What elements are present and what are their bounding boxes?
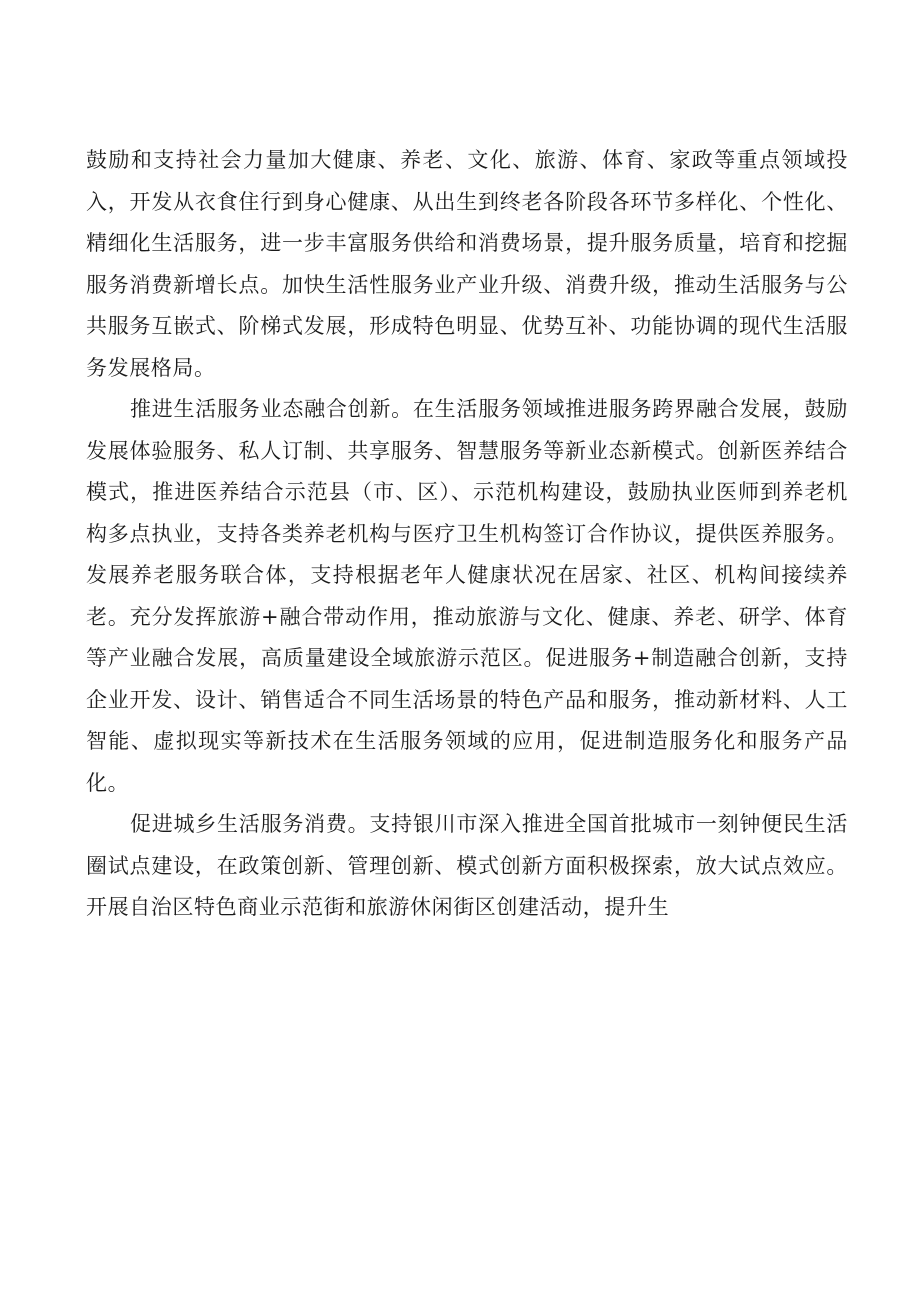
paragraph-service-integration: 推进生活服务业态融合创新。在生活服务领域推进服务跨界融合发展，鼓励发展体验服务、私人订制、共享服务、智慧服务等新业态新模式。创新医养结合模式，推进医养结合示范县（市、区）、示范机构建设，鼓励执业医师到养老机构多点执业，支持各类养老机构与医疗卫生机构签订合作协议，提供医养服务。发展养老服务联合体，支持根据老年人健康状况在居家、社区、机构间接续养老。充分发挥旅游+融合带动作用，推动旅游与文化、健康、养老、研学、体育等产业融合发展，高质量建设全域旅游示范区。促进服务+制造融合创新，支持企业开发、设计、销售适合不同生活场景的特色产品和服务，推动新材料、人工智能、虚拟现实等新技术在生活服务领域的应用，促进制造服务化和服务产品化。 bbox=[86, 397, 848, 795]
paragraph-consumption: 促进城乡生活服务消费。支持银川市深入推进全国首批城市一刻钟便民生活圈试点建设，在政策创新、管理创新、模式创新方面积极探索，放大试点效应。开展自治区特色商业示范街和旅游休闲街区创建活动，提升生 bbox=[86, 812, 848, 919]
paragraph-continuation: 鼓励和支持社会力量加大健康、养老、文化、旅游、体育、家政等重点领域投入，开发从衣食住行到身心健康、从出生到终老各阶段各环节多样化、个性化、精细化生活服务，进一步丰富服务供给和消费场景，提升服务质量，培育和挖掘服务消费新增长点。加快生活性服务业产业升级、消费升级，推动生活服务与公共服务互嵌式、阶梯式发展，形成特色明显、优势互补、功能协调的现代生活服务发展格局。 bbox=[86, 148, 848, 380]
document-page bbox=[86, 140, 848, 929]
